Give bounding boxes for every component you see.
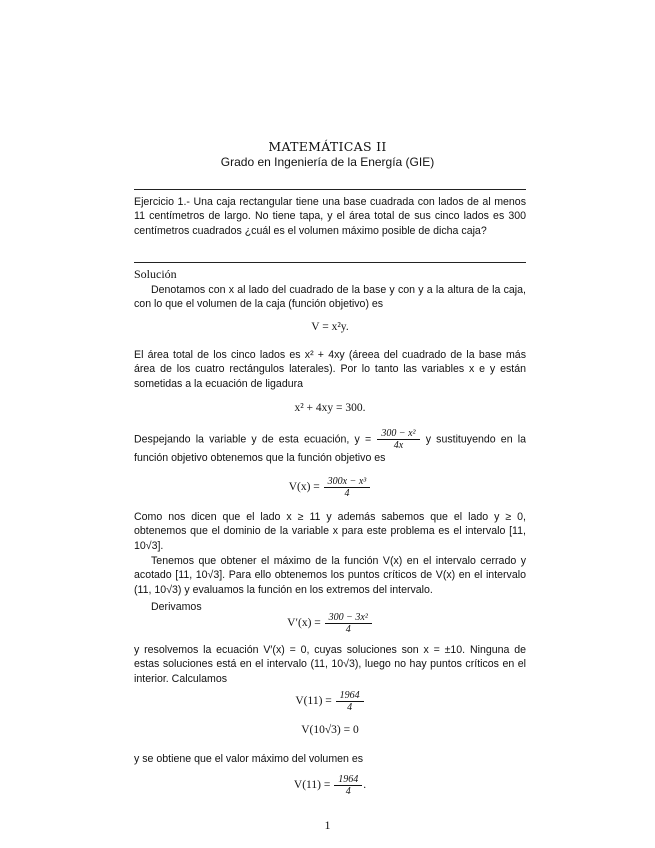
- fraction-y: [379, 428, 417, 451]
- equation-v-upper: V(10√3) = 0: [301, 724, 359, 736]
- fraction-objective: [326, 476, 369, 499]
- fraction-derivative-num: 300 − 3x²: [328, 612, 368, 623]
- fraction-max-num: 1964: [338, 774, 359, 785]
- eq4-lhs: V′(x) =: [287, 617, 321, 630]
- fraction-v11: [338, 690, 362, 713]
- fraction-max-den: 4: [334, 785, 362, 797]
- fraction-max-volume: [336, 774, 360, 797]
- solution-heading: Solución: [134, 267, 177, 281]
- equation-derivative: [134, 612, 526, 635]
- fraction-v11-num: 1964: [339, 690, 360, 701]
- equation-max-volume: [134, 774, 526, 797]
- eq7-tail: .: [363, 779, 367, 792]
- fraction-y-num: 300 − x²: [381, 428, 416, 439]
- solution-paragraph-6: Derivamos: [151, 601, 202, 613]
- fraction-y-den: 4x: [377, 439, 419, 451]
- equation-volume: V = x²y.: [311, 321, 349, 333]
- solution-paragraph-3: [134, 428, 526, 465]
- document-subtitle: Grado en Ingeniería de la Energía (GIE): [220, 155, 435, 169]
- equation-v11: [134, 690, 526, 713]
- p3-text-b: y sustituyendo en la función objetivo obtenemos que la función objetivo es: [134, 433, 526, 464]
- exercise-label: Ejercicio 1.-: [134, 196, 190, 208]
- fraction-objective-den: 4: [324, 487, 371, 499]
- exercise-bottom-rule: [134, 262, 526, 263]
- fraction-objective-num: 300x − x³: [327, 476, 367, 487]
- p4-interval: [11, 10√3].: [134, 525, 526, 552]
- eq3-lhs: V(x) =: [288, 481, 320, 494]
- solution-paragraph-4: [134, 510, 526, 553]
- exercise-top-rule: [134, 189, 526, 190]
- eq5-lhs: V(11) =: [295, 695, 332, 708]
- document-title: MATEMÁTICAS II: [268, 139, 387, 154]
- fraction-derivative-den: 4: [325, 623, 372, 635]
- page-number: 1: [324, 818, 331, 832]
- equation-constraint: x² + 4xy = 300.: [294, 402, 366, 414]
- eq7-lhs: V(11) =: [293, 779, 331, 792]
- p4-text: Como nos dicen que el lado x ≥ 11 y además sabemos que el lado y ≥ 0, obtenemos que el dominio de la variable x para este problema es el intervalo: [134, 511, 526, 538]
- p3-text-a: Despejando la variable y de esta ecuación, y =: [134, 433, 372, 446]
- equation-objective: [134, 476, 526, 499]
- fraction-derivative: [327, 612, 370, 635]
- solution-paragraph-2: El área total de los cinco lados es x² + 4xy (áreea del cuadrado de la base más área de los cuatro rectángulos laterales). Por lo tanto las variables x e y están sometidas a la ecuación de ligadura: [134, 349, 526, 390]
- solution-paragraph-7: y resolvemos la ecuación V′(x) = 0, cuyas soluciones son x = ±10. Ninguna de estas soluciones está en el intervalo (11, 10√3), luego no hay puntos críticos en el interior. Calculamos: [134, 644, 526, 685]
- solution-paragraph-8: y se obtiene que el valor máximo del volumen es: [134, 753, 364, 765]
- solution-paragraph-5: Tenemos que obtener el máximo de la función V(x) en el intervalo cerrado y acotado [11, 10√3]. Para ello obtenemos los puntos críticos de V(x) en el intervalo (11, 10√3) y evaluamos la función en los extremos del intervalo.: [134, 555, 526, 596]
- fraction-v11-den: 4: [336, 701, 364, 713]
- exercise-statement: [134, 195, 526, 238]
- exercise-text: Una caja rectangular tiene una base cuadrada con lados de al menos 11 centímetros de largo. No tiene tapa, y el área total de sus cinco lados es 300 centímetros cuadrados ¿cuál es el volumen máximo posible de dicha caja?: [134, 196, 526, 237]
- solution-paragraph-1: Denotamos con x al lado del cuadrado de la base y con y a la altura de la caja, con lo que el volumen de la caja (función objetivo) es: [134, 284, 526, 311]
